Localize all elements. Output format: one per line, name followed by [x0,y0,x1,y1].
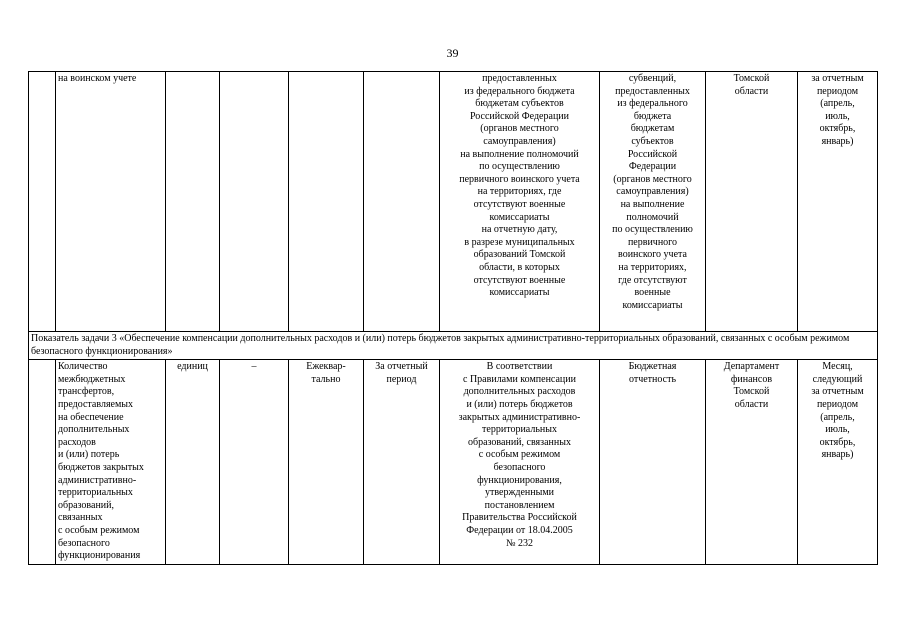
cell-unit: единиц [166,360,220,565]
table-row-indicator [29,360,878,565]
table-row-continuation [29,72,878,332]
cell-indicator-name: на воинском учете [56,72,166,332]
cell-indicator-name: Количество межбюджетных трансфертов, предоставляемых на обеспечение дополнительных расходов и (или) потерь бюджетов закрытых административно- территориальных образований, связанных с особым режимом безопасного функционирования [56,360,166,565]
cell-responsible: Департамент финансов Томской области [706,360,798,565]
cell-responsible: Томской области [706,72,798,332]
cell-unit [166,72,220,332]
cell-term: Месяц, следующий за отчетным периодом (апрель, июль, октябрь, январь) [798,360,878,565]
cell-periodicity: Ежеквар- тально [289,360,364,565]
section-heading: Показатель задачи 3 «Обеспечение компенсации дополнительных расходов и (или) потерь бюджетов закрытых административно-территориальных образований, связанных с особым режимом безопасного функционирования» [29,332,878,360]
cell-base [220,72,289,332]
cell-method: В соответствии с Правилами компенсации дополнительных расходов и (или) потерь бюджетов закрытых административно- территориальных образований, связанных с особым режимом безопасного функционирования, утвержденными постановлением Правительства Российской Федерации от 18.04.2005 № 232 [440,360,600,565]
cell-periodicity [289,72,364,332]
table-row-section [29,332,878,360]
cell-base: – [220,360,289,565]
indicator-table [28,71,878,565]
cell-source: субвенций, предоставленных из федерального бюджета бюджетам субъектов Российской Федерации (органов местного самоуправления) на выполнение полномочий по осуществлению первичного воинского учета на территориях, где отсутствуют военные комиссариаты [600,72,706,332]
cell-type: За отчетный период [364,360,440,565]
cell-num [29,360,56,565]
cell-num [29,72,56,332]
page-number: 39 [446,46,459,60]
cell-type [364,72,440,332]
cell-method: предоставленных из федерального бюджета бюджетам субъектов Российской Федерации (органов местного самоуправления) на выполнение полномочий по осуществлению первичного воинского учета на территориях, где отсутствуют военные комиссариаты на отчетную дату, в разрезе муниципальных образований Томской области, в которых отсутствуют военные комиссариаты [440,72,600,332]
cell-term: за отчетным периодом (апрель, июль, октябрь, январь) [798,72,878,332]
cell-source: Бюджетная отчетность [600,360,706,565]
